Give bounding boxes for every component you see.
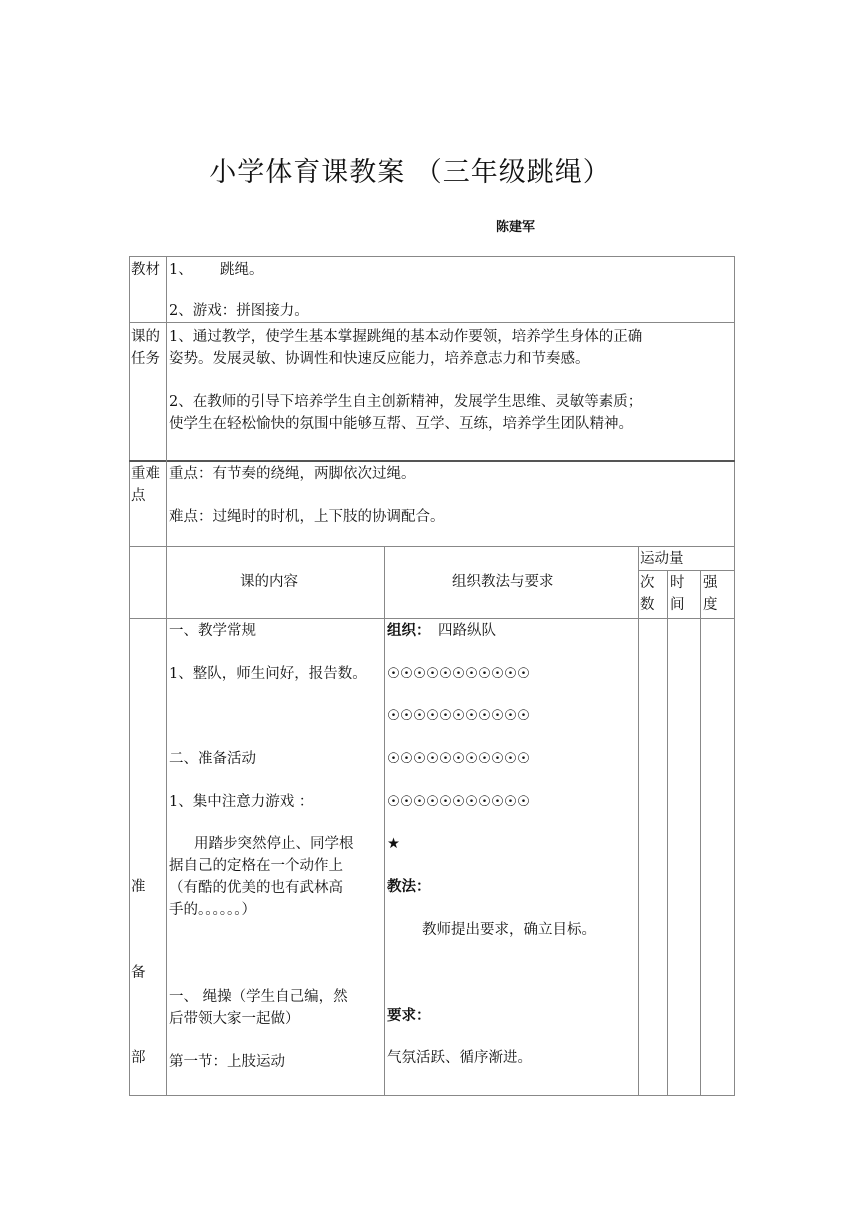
- task1-line2: 姿势。发展灵敏、协调性和快速反应能力，培养意志力和节奏感。: [169, 351, 590, 367]
- header-count-line1: 次: [640, 575, 655, 591]
- method-teaching-label: 教法：: [387, 878, 431, 895]
- row-divider-load: [638, 570, 735, 571]
- content-game-desc-line1: 用踏步突然停止、同学根: [194, 836, 354, 852]
- content-routine-item: 1、整队，师生问好，报告数。: [169, 666, 367, 682]
- materials-item2: 2、游戏：拼图接力。: [169, 303, 309, 319]
- content-game-desc-line3: （有酷的优美的也有武林高: [169, 880, 343, 896]
- materials-item1-text: 跳绳。: [220, 262, 264, 278]
- content-rope-drill-line1: 一、 绳操（学生自己编，然: [169, 989, 348, 1005]
- section-label-char3: 部: [131, 1050, 146, 1066]
- header-intensity-line1: 强: [703, 575, 718, 591]
- author-name: 陈建军: [496, 220, 536, 235]
- method-requirement-label: 要求：: [387, 1007, 431, 1024]
- content-warmup-heading: 二、准备活动: [169, 751, 256, 767]
- tasks-label-line2: 任务: [131, 351, 160, 367]
- col-divider-label: [166, 256, 167, 1096]
- task1-line1: 1、通过教学，使学生基本掌握跳绳的基本动作要领，培养学生身体的正确: [169, 329, 643, 345]
- page-title: 小学体育课教案 （三年级跳绳）: [209, 157, 611, 188]
- formation-row-3: ☉☉☉☉☉☉☉☉☉☉☉: [387, 751, 530, 767]
- keypoints-label-line2: 点: [131, 488, 146, 504]
- teacher-star-icon: ★: [387, 836, 400, 852]
- table-border-top: [129, 256, 735, 257]
- col-divider-count: [667, 570, 668, 1096]
- content-rope-drill-line2: 后带领大家一起做）: [169, 1011, 300, 1027]
- header-time-line2: 间: [670, 597, 685, 613]
- task2-line1: 2、在教师的引导下培养学生自主创新精神，发展学生思维、灵敏等素质；: [169, 394, 643, 410]
- row-divider-keypoints: [129, 546, 735, 547]
- header-count-line2: 数: [640, 597, 655, 613]
- row-divider-materials: [129, 322, 735, 323]
- content-attention-game: 1、集中注意力游戏 ：: [169, 794, 314, 810]
- focus-text: 重点：有节奏的绕绳，两脚依次过绳。: [169, 466, 416, 482]
- col-divider-time: [700, 570, 701, 1096]
- table-border-right: [734, 256, 735, 1096]
- header-method: 组织教法与要求: [452, 574, 554, 590]
- header-time-line1: 时: [670, 575, 685, 591]
- section-label-char1: 准: [131, 879, 146, 895]
- content-routine-heading: 一、教学常规: [169, 623, 256, 639]
- formation-row-4: ☉☉☉☉☉☉☉☉☉☉☉: [387, 794, 530, 810]
- difficulty-text: 难点：过绳时的时机，上下肢的协调配合。: [169, 509, 445, 525]
- col-divider-method: [638, 546, 639, 1096]
- header-content: 课的内容: [240, 574, 298, 590]
- formation-row-1: ☉☉☉☉☉☉☉☉☉☉☉: [387, 666, 530, 682]
- header-exercise-load: 运动量: [640, 551, 684, 567]
- method-organization-text: 四路纵队: [438, 623, 496, 639]
- content-game-desc-line4: 手的。。。。。。）: [169, 902, 256, 918]
- col-divider-content: [384, 546, 385, 1096]
- content-game-desc-line2: 据自己的定格在一个动作上: [169, 858, 343, 874]
- tasks-label-line1: 课的: [131, 329, 160, 345]
- row-divider-tasks: [129, 460, 735, 462]
- materials-item1-number: 1、: [169, 262, 193, 278]
- row-divider-header: [129, 618, 735, 619]
- method-organization-label: 组织：: [387, 622, 431, 639]
- formation-row-2: ☉☉☉☉☉☉☉☉☉☉☉: [387, 708, 530, 724]
- header-intensity-line2: 度: [703, 597, 718, 613]
- materials-label: 教材: [131, 262, 160, 278]
- section-label-char2: 备: [131, 965, 146, 981]
- method-teaching-text: 教师提出要求，确立目标。: [422, 922, 596, 938]
- task2-line2: 使学生在轻松愉快的氛围中能够互帮、互学、互练，培养学生团队精神。: [169, 416, 633, 432]
- keypoints-label-line1: 重难: [131, 466, 160, 482]
- table-border-left: [129, 256, 130, 1096]
- method-requirement-text: 气氛活跃、循序渐进。: [387, 1050, 532, 1066]
- table-border-bottom: [129, 1095, 735, 1096]
- content-section-one: 第一节：上肢运动: [169, 1054, 285, 1070]
